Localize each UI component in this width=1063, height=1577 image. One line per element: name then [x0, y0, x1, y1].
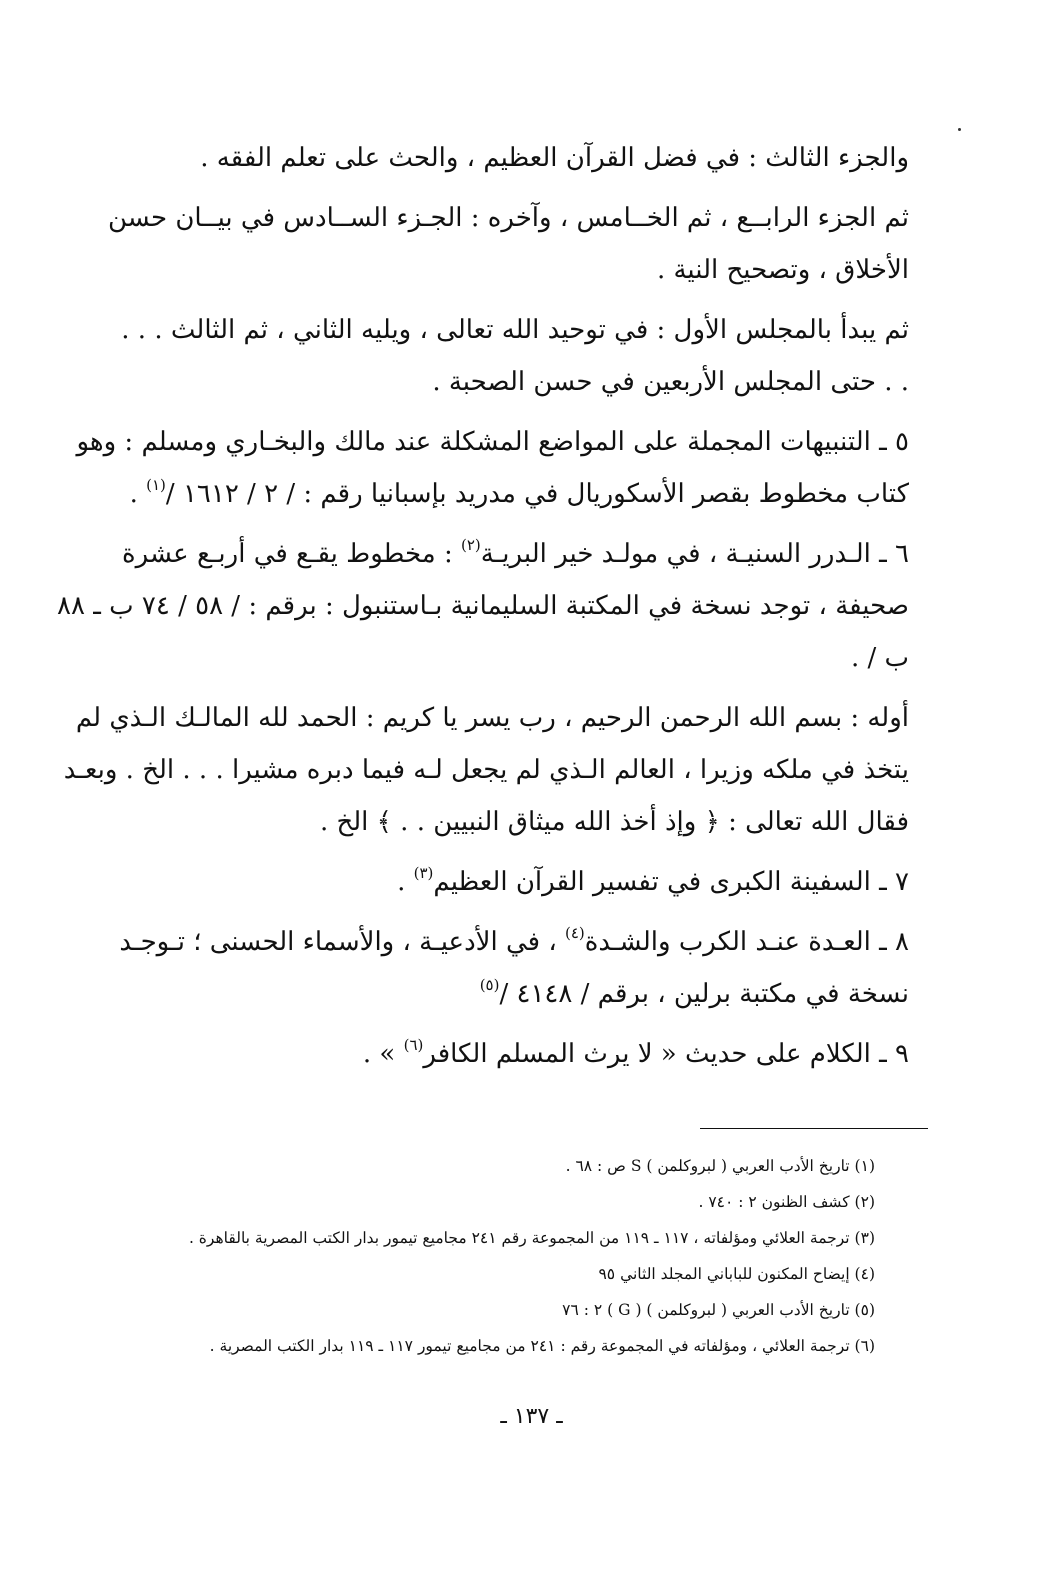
- item-9: [163, 1028, 933, 1080]
- footnote-ref: (٣): [413, 864, 434, 883]
- item-8: [119, 916, 933, 1020]
- text-segment: .: [129, 479, 147, 509]
- footnote-4: (٤) إيضاح المكنون للباباني المجلد الثاني ٩٥: [598, 1265, 875, 1283]
- text-line: ب / .: [850, 643, 909, 673]
- footnote-1: (١) تاريخ الأدب العربي ( لبروكلمن ) S ص : ٦٨ .: [565, 1157, 875, 1175]
- text-segment: .: [397, 867, 414, 897]
- text-line: ثم الجزء الرابــع ، ثم الخــامس ، وآخره : الجـزء الســادس في بيــان حسن: [108, 203, 909, 233]
- text-line: صحيفة ، توجد نسخة في المكتبة السليمانية بـاستنبول : برقم : / ٥٨ / ٧٤ ب ـ ٨٨: [57, 591, 909, 621]
- item-7: [163, 856, 933, 908]
- text-segment: ٩ ـ الكلام على حديث « لا يرث المسلم الكافر: [423, 1039, 909, 1069]
- text-line: [163, 1028, 933, 1080]
- item-5: [76, 416, 933, 520]
- item-6-opening: [63, 692, 933, 848]
- text-segment: ٨ ـ العـدة عنـد الكرب والشـدة: [584, 927, 909, 957]
- text-line: [163, 968, 933, 1020]
- footnote-ref: (٢): [460, 536, 481, 555]
- text-segment: ٧ ـ السفينة الكبرى في تفسير القرآن العظيم: [433, 867, 909, 897]
- page-number: ـ ١٣٧ ـ: [500, 1404, 563, 1429]
- main-text: [57, 132, 933, 1088]
- text-line: أوله : بسم الله الرحمن الرحيم ، رب يسر يا كريم : الحمد لله المالـك الـذي لم: [75, 703, 909, 733]
- footnote-5: (٥) تاريخ الأدب العربي ( لبروكلمن ) ( G ) ٢ : ٧٦: [562, 1301, 875, 1319]
- text-line: فقال الله تعالى : ﴿ وإذ أخذ الله ميثاق النبيين . . ﴾ الخ .: [319, 807, 909, 837]
- footnote-ref: (٥): [479, 976, 500, 995]
- paragraph-part-three: [163, 132, 933, 184]
- text-line: الأخلاق ، وتصحيح النية .: [656, 255, 909, 285]
- footnote-ref: (٤): [565, 924, 585, 943]
- paragraph-parts-four-to-six: [108, 192, 933, 296]
- text-line: ثم يبدأ بالمجلس الأول : في توحيد الله تعالى ، ويليه الثاني ، ثم الثالث . . .: [121, 315, 909, 345]
- footnote-2: (٢) كشف الظنون ٢ : ٧٤٠ .: [698, 1193, 875, 1211]
- text-line: والجزء الثالث : في فضل القرآن العظيم ، والحث على تعلم الفقه .: [200, 143, 909, 173]
- footnote-separator: [700, 1128, 928, 1129]
- footnote-3: (٣) ترجمة العلائي ومؤلفاته ، ١١٧ ـ ١١٩ من المجموعة رقم ٢٤١ مجاميع تيمور بدار الكتب المصرية بالقاهرة .: [188, 1229, 875, 1247]
- footnotes: [155, 1148, 875, 1364]
- item-6: [57, 528, 933, 684]
- text-line: [163, 856, 933, 908]
- text-line: . . حتى المجلس الأربعين في حسن الصحبة .: [432, 367, 909, 397]
- text-line: [129, 468, 933, 520]
- text-segment: » .: [362, 1039, 404, 1069]
- text-line: يتخذ في ملكه وزيرا ، العالم الـذي لم يجعل لـه فيما دبره مشيرا . . . الخ . وبعـد: [63, 755, 909, 785]
- text-segment: نسخة في مكتبة برلين ، برقم / ٤١٤٨ /: [499, 979, 909, 1009]
- text-segment: ٦ ـ الـدرر السنيـة ، في مولـد خير البريـة: [480, 539, 909, 569]
- text-line: ٥ ـ التنبيهات المجملة على المواضع المشكلة عند مالك والبخـاري ومسلم : وهو: [76, 427, 909, 457]
- text-line: [119, 916, 933, 968]
- footnote-ref: (١): [146, 476, 166, 495]
- text-line: [122, 528, 933, 580]
- text-segment: : مخطوط يقـع في أربـع عشرة: [122, 539, 453, 569]
- text-segment: ، في الأدعيـة ، والأسماء الحسنى ؛ تـوجـد: [119, 927, 565, 957]
- scan-speck: [958, 128, 961, 131]
- paragraph-sessions: [121, 304, 933, 408]
- text-segment: كتاب مخطوط بقصر الأسكوريال في مدريد بإسبانيا رقم : / ٢ / ١٦١٢ /: [165, 479, 909, 509]
- footnote-ref: (٦): [403, 1036, 424, 1055]
- footnote-6: (٦) ترجمة العلائي ، ومؤلفاته في المجموعة رقم : ٢٤١ من مجاميع تيمور ١١٧ ـ ١١٩ بدار الكتب المصرية .: [209, 1337, 875, 1355]
